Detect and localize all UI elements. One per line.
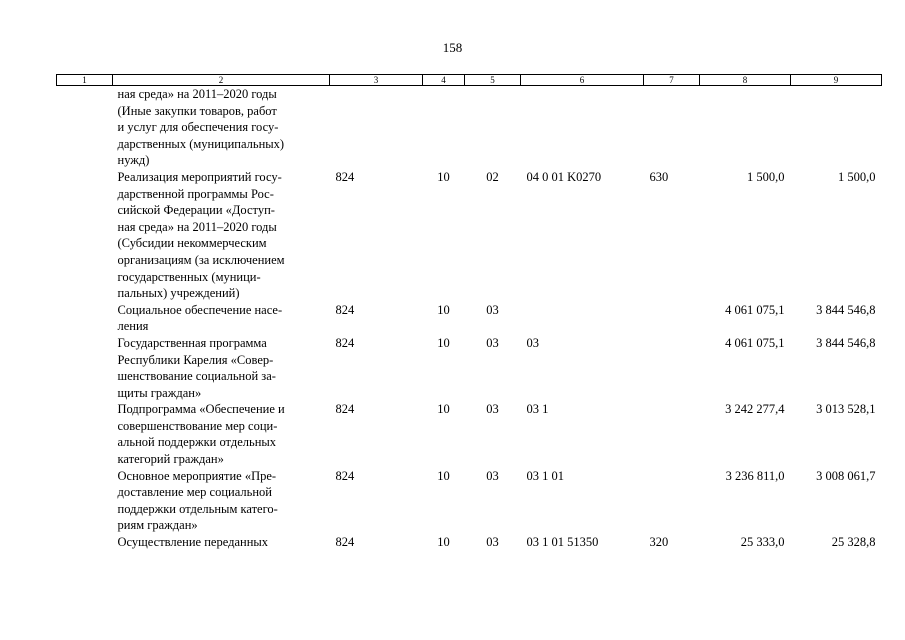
expense-type-cell: 320 bbox=[649, 535, 669, 550]
column-header: 4 bbox=[423, 75, 465, 86]
ministry-code-cell: 824 bbox=[335, 302, 355, 317]
item-name-line: совершенствование мер соци- bbox=[117, 418, 278, 433]
item-name-cell bbox=[113, 86, 330, 169]
section-code-cell: 10 bbox=[437, 468, 450, 483]
item-name-line: щиты граждан» bbox=[117, 385, 202, 400]
item-name-cell bbox=[113, 169, 330, 302]
item-name-line: (Субсидии некоммерческим bbox=[117, 236, 267, 251]
table-row bbox=[57, 468, 882, 534]
item-name-line: сийской Федерации «Доступ- bbox=[117, 203, 275, 218]
expense-type-cell bbox=[644, 302, 700, 335]
item-name-cell bbox=[113, 534, 330, 551]
row-number-cell bbox=[57, 534, 113, 551]
column-header: 9 bbox=[791, 75, 882, 86]
column-header: 1 bbox=[57, 75, 113, 86]
budget-table bbox=[56, 74, 882, 551]
item-name-line: и услуг для обеспечения госу- bbox=[117, 120, 279, 135]
target-article-cell bbox=[521, 302, 644, 335]
item-name-line: категорий граждан» bbox=[117, 452, 224, 467]
expense-type-cell bbox=[644, 401, 700, 467]
section-code-cell: 10 bbox=[437, 302, 450, 317]
column-header: 7 bbox=[644, 75, 700, 86]
subsection-code-cell: 03 bbox=[486, 402, 499, 417]
section-code-cell: 10 bbox=[437, 169, 450, 184]
item-name-line: (Иные закупки товаров, работ bbox=[117, 103, 277, 118]
amount-cell: 4 061 075,1 bbox=[725, 335, 785, 350]
expense-type-cell bbox=[644, 335, 700, 401]
row-number-cell bbox=[57, 169, 113, 302]
column-header: 2 bbox=[113, 75, 330, 86]
subsection-code-cell: 03 bbox=[486, 535, 499, 550]
table-body bbox=[57, 86, 882, 551]
column-header: 6 bbox=[521, 75, 644, 86]
amount-cell: 3 844 546,8 bbox=[816, 302, 876, 317]
item-name-cell bbox=[113, 468, 330, 534]
table-row bbox=[57, 534, 882, 551]
expense-type-cell bbox=[644, 468, 700, 534]
item-name-line: организациям (за исключением bbox=[117, 252, 285, 267]
row-number-cell bbox=[57, 335, 113, 401]
amount-cell bbox=[700, 86, 791, 169]
expense-type-cell bbox=[644, 86, 700, 169]
item-name-line: Подпрограмма «Обеспечение и bbox=[117, 402, 285, 417]
target-article-cell: 03 1 bbox=[526, 402, 549, 417]
item-name-line: ная среда» на 2011–2020 годы bbox=[117, 87, 277, 101]
subsection-code-cell: 03 bbox=[486, 302, 499, 317]
item-name-line: ная среда» на 2011–2020 годы bbox=[117, 219, 277, 234]
amount-cell: 1 500,0 bbox=[838, 169, 876, 184]
item-name-line: риям граждан» bbox=[117, 518, 198, 533]
item-name-cell bbox=[113, 335, 330, 401]
item-name-line: Осуществление переданных bbox=[117, 535, 269, 550]
item-name-cell bbox=[113, 401, 330, 467]
section-code-cell: 10 bbox=[437, 535, 450, 550]
row-number-cell bbox=[57, 401, 113, 467]
amount-cell: 3 844 546,8 bbox=[816, 335, 876, 350]
amount-cell: 25 328,8 bbox=[831, 535, 876, 550]
section-code-cell: 10 bbox=[437, 335, 450, 350]
section-code-cell: 10 bbox=[437, 402, 450, 417]
amount-cell: 1 500,0 bbox=[747, 169, 785, 184]
subsection-code-cell: 03 bbox=[486, 335, 499, 350]
ministry-code-cell: 824 bbox=[335, 468, 355, 483]
target-article-cell bbox=[521, 86, 644, 169]
subsection-code-cell bbox=[465, 86, 521, 169]
subsection-code-cell: 03 bbox=[486, 468, 499, 483]
item-name-line: шенствование социальной за- bbox=[117, 369, 276, 384]
amount-cell: 3 013 528,1 bbox=[816, 402, 876, 417]
item-name-line: альной поддержки отдельных bbox=[117, 435, 277, 450]
ministry-code-cell: 824 bbox=[335, 169, 355, 184]
amount-cell: 25 333,0 bbox=[740, 535, 785, 550]
ministry-code-cell bbox=[330, 86, 423, 169]
column-header: 5 bbox=[465, 75, 521, 86]
row-number-cell bbox=[57, 86, 113, 169]
item-name-line: Республики Карелия «Совер- bbox=[117, 352, 274, 367]
amount-cell: 3 236 811,0 bbox=[725, 468, 785, 483]
table-row bbox=[57, 401, 882, 467]
table-row bbox=[57, 302, 882, 335]
item-name-line: дарственной программы Рос- bbox=[117, 186, 274, 201]
item-name-line: ления bbox=[117, 319, 149, 334]
item-name-cell bbox=[113, 302, 330, 335]
item-name-line: доставление мер социальной bbox=[117, 485, 272, 500]
amount-cell: 3 242 277,4 bbox=[725, 402, 785, 417]
column-header: 8 bbox=[700, 75, 791, 86]
ministry-code-cell: 824 bbox=[335, 402, 355, 417]
amount-cell: 3 008 061,7 bbox=[816, 468, 876, 483]
ministry-code-cell: 824 bbox=[335, 535, 355, 550]
item-name-line: нужд) bbox=[117, 153, 150, 168]
item-name-line: Основное мероприятие «Пре- bbox=[117, 468, 277, 483]
amount-cell: 4 061 075,1 bbox=[725, 302, 785, 317]
item-name-line: пальных) учреждений) bbox=[117, 286, 240, 301]
target-article-cell: 04 0 01 K0270 bbox=[526, 169, 602, 184]
target-article-cell: 03 1 01 bbox=[526, 468, 564, 483]
target-article-cell: 03 1 01 51350 bbox=[526, 535, 599, 550]
item-name-line: дарственных (муниципальных) bbox=[117, 136, 285, 151]
row-number-cell bbox=[57, 302, 113, 335]
column-number-header-row bbox=[57, 75, 882, 86]
ministry-code-cell: 824 bbox=[335, 335, 355, 350]
item-name-line: Социальное обеспечение насе- bbox=[117, 302, 283, 317]
row-number-cell bbox=[57, 468, 113, 534]
amount-cell bbox=[791, 86, 882, 169]
item-name-line: поддержки отдельным катего- bbox=[117, 501, 278, 516]
expense-type-cell: 630 bbox=[649, 169, 669, 184]
column-header: 3 bbox=[330, 75, 423, 86]
page-number: 158 bbox=[442, 40, 463, 55]
section-code-cell bbox=[423, 86, 465, 169]
item-name-line: государственных (муници- bbox=[117, 269, 261, 284]
item-name-line: Реализация мероприятий госу- bbox=[117, 169, 282, 184]
table-row bbox=[57, 86, 882, 169]
item-name-line: Государственная программа bbox=[117, 335, 267, 350]
table-row bbox=[57, 169, 882, 302]
target-article-cell: 03 bbox=[526, 335, 539, 350]
subsection-code-cell: 02 bbox=[486, 169, 499, 184]
table-row bbox=[57, 335, 882, 401]
